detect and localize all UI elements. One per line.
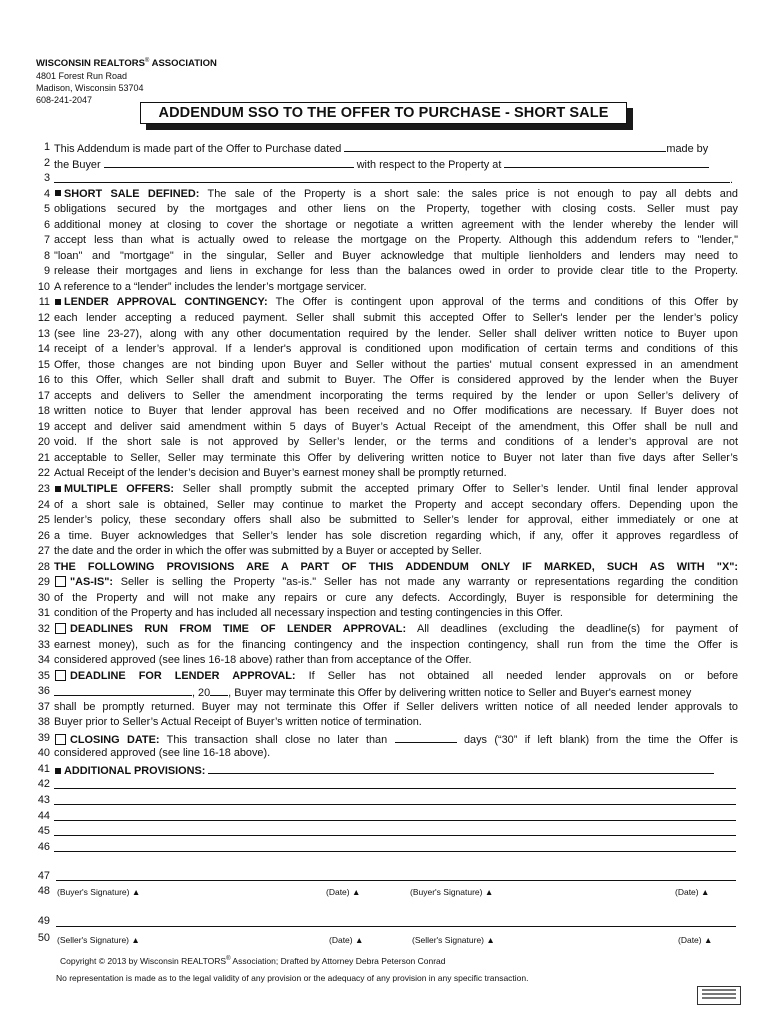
- line-22: 22 Actual Receipt of the lender’s decision and Buyer’s earnest money shall be promptly returned.: [37, 467, 507, 480]
- line-25: 25 lender’s policy, these secondary offers shall also be submitted to Seller’s lender for approval, either immediately or one at: [37, 514, 738, 527]
- phone-number: 608-241-2047: [36, 95, 93, 106]
- document-title: ADDENDUM SSO TO THE OFFER TO PURCHASE - SHORT SALE: [140, 102, 627, 124]
- line-35: 35 DEADLINE FOR LENDER APPROVAL: If Seller has not obtained all needed lender approvals on or before: [37, 669, 738, 682]
- line-40: 40 considered approved (see line 16-18 above).: [37, 747, 271, 760]
- line-31: 31 condition of the Property and has included all necessary inspection and testing contingencies in this Offer.: [37, 607, 563, 620]
- letterhead: [36, 55, 217, 106]
- additional-provisions-line[interactable]: [54, 835, 736, 836]
- line-33: 33 earnest money), such as for the financing contingency and the inspection contingency, shall run from the time the Offer is: [37, 638, 738, 651]
- buyer-name-field[interactable]: [104, 156, 354, 168]
- line-44: 44: [34, 809, 738, 825]
- line-37: 37 shall be promptly returned. Buyer may not terminate this Offer if Seller delivers written notice of all needed lender approvals to: [37, 700, 738, 713]
- seller-date-label: (Date) ▲: [329, 935, 364, 945]
- line-34: 34 considered approved (see lines 16-18 above) rather than from acceptance of the Offer.: [37, 654, 472, 667]
- additional-provisions-line[interactable]: [54, 820, 736, 821]
- line-24: 24 of a short sale is obtained, Seller may continue to market the Property and accept secondary offers. Depending upon the: [37, 498, 738, 511]
- line-39: 39 CLOSING DATE: This transaction shall close no later than days (“30” if left blank) from the time the Offer is: [37, 731, 738, 746]
- line-13: 13 (see line 23-27), along with any other documentation required by the lender. Seller shall deliver written notice to Buyer upon: [37, 327, 738, 340]
- line-45: 45: [34, 824, 738, 840]
- bullet-square-icon: [55, 190, 61, 196]
- bullet-square-icon: [55, 299, 61, 305]
- additional-provisions-line[interactable]: [54, 804, 736, 805]
- seller-signature-line[interactable]: [56, 926, 736, 927]
- seller-date-label-2: (Date) ▲: [678, 935, 713, 945]
- additional-provisions-line[interactable]: [54, 851, 736, 852]
- line-46: 46: [34, 840, 738, 856]
- address-line-2: Madison, Wisconsin 53704: [36, 83, 144, 94]
- buyer-date-label: (Date) ▲: [326, 887, 361, 897]
- copyright-notice: Copyright © 2013 by Wisconsin REALTORS® Association; Drafted by Attorney Debra Peterson Conrad: [60, 956, 446, 966]
- buyer-date-label-2: (Date) ▲: [675, 887, 710, 897]
- line-26: 26 a time. Buyer acknowledges that Seller’s lender has sole discretion regarding which, if any, offer it approves regardless of: [37, 529, 738, 542]
- address-line-1: 4801 Forest Run Road: [36, 71, 128, 82]
- line-50: 50: [37, 932, 50, 944]
- line-2: 2 the Buyer with respect to the Property at: [34, 156, 738, 172]
- form-stamp-icon: [697, 986, 741, 1005]
- seller-signature-label-2: (Seller's Signature) ▲: [412, 935, 495, 945]
- line-43: 43: [34, 793, 738, 809]
- line-20: 20 void. If the short sale is not approved by Seller’s lender, or the terms and conditions of a lender’s approval are not: [37, 436, 738, 449]
- line-42: 42: [34, 777, 738, 793]
- buyer-signature-line[interactable]: [56, 880, 736, 881]
- line-18: 18 written notice to Buyer that lender approval has been received and no Offer modifications are necessary. If Buyer does not: [37, 405, 738, 418]
- document-title-box: [140, 102, 627, 128]
- property-address-field-cont[interactable]: [54, 171, 730, 183]
- line-3: 3 .: [43, 172, 734, 187]
- bullet-square-icon: [55, 768, 61, 774]
- closing-date-checkbox[interactable]: [55, 734, 66, 745]
- line-23: 23 MULTIPLE OFFERS: Seller shall promptly submit the accepted primary Offer to Seller’s lender. Until final lender approval: [37, 483, 738, 496]
- line-19: 19 accept and deliver said amendment within 5 days of Buyer’s Actual Receipt of the amendment, this Offer shall be null and: [37, 420, 738, 433]
- line-8: 8 "loan" and "mortgage" in the singular, Seller and Buyer acknowledge that multiple lienholders and lenders may need to: [43, 249, 738, 262]
- approval-deadline-date-field[interactable]: [54, 684, 192, 696]
- disclaimer: No representation is made as to the legal validity of any provision or the adequacy of any provision in any specific transaction.: [56, 973, 529, 983]
- line-14: 14 receipt of a lender’s approval. If a lender's approval is conditioned upon modification of certain terms and conditions of this: [37, 343, 738, 356]
- seller-signature-label: (Seller's Signature) ▲: [57, 935, 140, 945]
- property-address-field[interactable]: [504, 156, 709, 168]
- bullet-square-icon: [55, 486, 61, 492]
- approval-deadline-year-field[interactable]: [210, 684, 228, 696]
- line-28: 28 THE FOLLOWING PROVISIONS ARE A PART OF THIS ADDENDUM ONLY IF MARKED, SUCH AS WITH "X":: [37, 560, 738, 573]
- line-48: 48: [37, 885, 50, 897]
- additional-provisions-line[interactable]: [54, 788, 736, 789]
- buyer-signature-label-2: (Buyer's Signature) ▲: [410, 887, 494, 897]
- lender-approval-deadline-checkbox[interactable]: [55, 670, 66, 681]
- buyer-signature-label: (Buyer's Signature) ▲: [57, 887, 141, 897]
- offer-date-field[interactable]: [344, 140, 666, 152]
- additional-provisions-field[interactable]: [208, 762, 714, 774]
- line-38: 38 Buyer prior to Seller’s Actual Receipt of Buyer’s written notice of termination.: [37, 716, 422, 729]
- line-12: 12 each lender accepting a reduced payment. Seller shall submit this accepted Offer to Seller's lender per the lender’s policy: [37, 312, 738, 325]
- line-1: 1 This Addendum is made part of the Offer to Purchase dated made by: [43, 141, 709, 155]
- line-29: 29 "AS-IS": Seller is selling the Property "as-is." Seller has not made any warranty or representations regarding the condition: [37, 576, 738, 589]
- closing-days-field[interactable]: [395, 731, 457, 743]
- line-30: 30 of the Property and will not make any repairs or cure any defects. Accordingly, Buyer is responsible for determining the: [37, 591, 738, 604]
- line-27: 27 the date and the order in which the offer was submitted by a Buyer or accepted by Seller.: [37, 545, 482, 558]
- line-4: 4 SHORT SALE DEFINED: The sale of the Property is a short sale: the sales price is not enough to pay all debts and: [43, 187, 738, 200]
- line-5: 5 obligations secured by the mortgages and other liens on the Property, together with closing costs. Seller must pay: [43, 203, 738, 216]
- line-10: 10 A reference to a “lender” includes the lender’s mortgage servicer.: [37, 280, 367, 293]
- line-11: 11 LENDER APPROVAL CONTINGENCY: The Offer is contingent upon approval of the terms and conditions of this Offer by: [38, 296, 738, 309]
- line-16: 16 to this Offer, which Seller shall draft and submit to Buyer. The Offer is considered approved by the lender when the Buyer: [37, 374, 738, 387]
- line-36: 36 , 20 , Buyer may terminate this Offer by delivering written notice to Seller and Buyer's earnest money: [37, 685, 692, 700]
- line-15: 15 Offer, those changes are not binding upon Buyer and Seller without the parties' mutual consent expressed in an amendment: [37, 358, 738, 371]
- addendum-body: [34, 140, 738, 855]
- line-21: 21 acceptable to Seller, Seller may terminate this Offer by delivering written notice to Buyer not later than five days after Seller’s: [37, 451, 738, 464]
- line-32: 32 DEADLINES RUN FROM TIME OF LENDER APPROVAL: All deadlines (excluding the deadline(s) for payment of: [37, 622, 738, 635]
- as-is-checkbox[interactable]: [55, 576, 66, 587]
- line-41: 41 ADDITIONAL PROVISIONS:: [34, 762, 738, 778]
- line-6: 6 additional money at closing to cover the shortage or negotiate a written agreement with the lender whereby the lender will: [43, 218, 738, 231]
- line-9: 9 release their mortgages and liens in exchange for less than the balances owed in order to provide clear title to the Property.: [43, 265, 738, 278]
- deadlines-checkbox[interactable]: [55, 623, 66, 634]
- line-17: 17 accepts and delivers to Seller the amendment incorporating the terms required by the lender or upon Seller’s delivery of: [37, 389, 738, 402]
- line-47: 47: [37, 870, 50, 882]
- line-7: 7 accept less than what is actually owed to release the mortgage on the Property. Although this addendum refers to "lender,": [43, 234, 738, 247]
- line-49: 49: [37, 915, 50, 927]
- org-name: WISCONSIN REALTORS® ASSOCIATION: [36, 58, 217, 70]
